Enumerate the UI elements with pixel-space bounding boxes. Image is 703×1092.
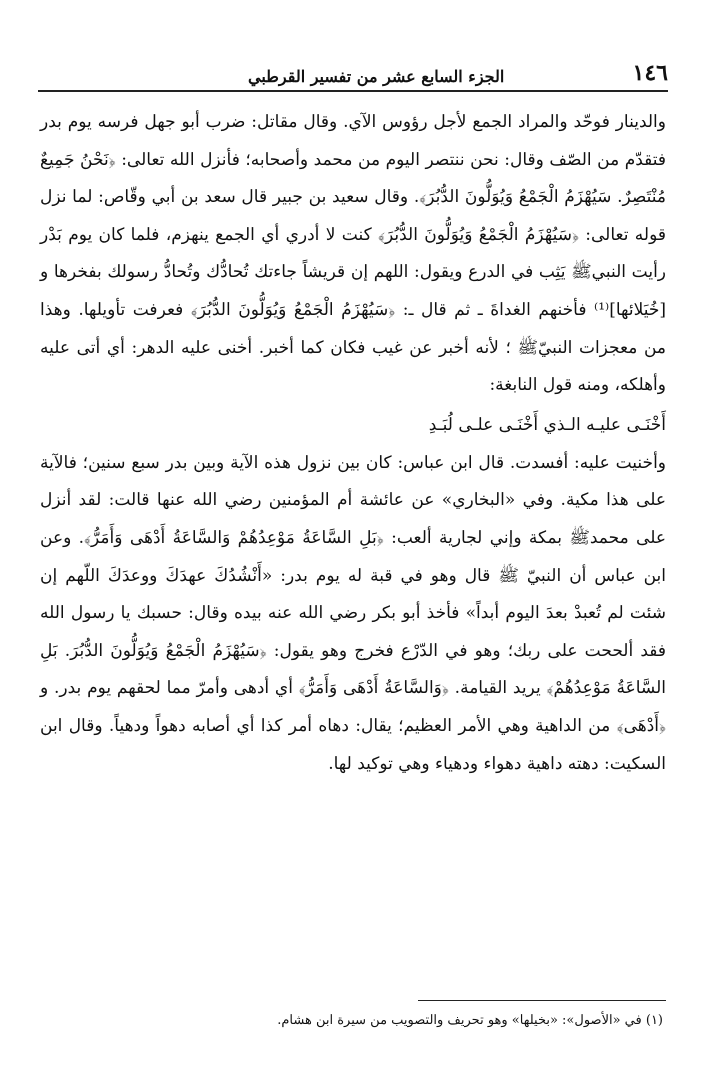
page-number: ١٤٦ xyxy=(632,60,668,86)
paragraph: والدينار فوحّد والمراد الجمع لأجل رؤوس الآي. وقال مقاتل: ضرب أبو جهل فرسه يوم بدر فتقدّم من الصّف وقال: نحن ننتصر اليوم من محمد وأصحابه؛ فأنزل الله تعالى: ﴿نَحْنُ جَمِيعٌ مُنْتَصِرٌ. سَيُهْزَمُ الْجَمْعُ وَيُوَلُّونَ الدُّبُرَ﴾. وقال سعيد بن جبير قال سعد بن أبي وقّاص: لما نزل قوله تعالى: ﴿سَيُهْزَمُ الْجَمْعُ وَيُوَلُّونَ الدُّبُرَ﴾ كنت لا أدري أي الجمع ينهزم، فلما كان يوم بَدْر رأيت النبيﷺ يَثِب في الدرع ويقول: اللهم إن قريشاً جاءتك تُحادُّك وتُحادُّ رسولك بفخرها و [خُيَلائها]⁽¹⁾ فأخنهم الغداةَ ـ ثم قال ـ: ﴿سَيُهْزَمُ الْجَمْعُ وَيُوَلُّونَ الدُّبُرَ﴾ فعرفت تأويلها. وهذا من معجزات النبيّﷺ ؛ لأنه أخبر عن غيب فكان كما أخبر. أخنى عليه الدهر: أي أتى عليه وأهلكه، ومنه قول النابغة: xyxy=(40,112,666,396)
running-title: الجزء السابع عشر من تفسير القرطبي xyxy=(248,67,505,86)
page-header xyxy=(38,58,668,92)
footnote: (١) في «الأصول»: «بخيلها» وهو تحريف والتصويب من سيرة ابن هشام. xyxy=(277,1013,663,1028)
main-text xyxy=(40,104,666,783)
paragraph: وأخنيت عليه: أفسدت. قال ابن عباس: كان بين نزول هذه الآية وبين بدر سبع سنين؛ فالآية على هذا مكية. وفي «البخاري» عن عائشة أم المؤمنين رضي الله عنها قالت: لقد أنزل على محمدﷺ بمكة وإني لجارية ألعب: ﴿بَلِ السَّاعَةُ مَوْعِدُهُمْ وَالسَّاعَةُ أَدْهَى وَأَمَرُّ﴾. وعن ابن عباس أن النبيّ ﷺ قال وهو في قبة له يوم بدر: «أَنْشُدُكَ عهدَكَ ووعدَكَ اللّهم إن شئت لم تُعبدْ بعدَ اليوم أبداً» فأخذ أبو بكر رضي الله عنه بيده وقال: حسبك يا رسول الله فقد ألححت على ربك؛ وهو في الدّرْع فخرج وهو يقول: ﴿سَيُهْزَمُ الْجَمْعُ وَيُوَلُّونَ الدُّبُرَ. بَلِ السَّاعَةُ مَوْعِدُهُمْ﴾ يريد القيامة. ﴿وَالسَّاعَةُ أَدْهَى وَأَمَرُّ﴾ أي أدهى وأمرّ مما لحقهم يوم بدر. و ﴿أَدْهَى﴾ من الداهية وهي الأمر العظيم؛ يقال: دهاه أمر كذا أي أصابه دهواً ودهياً. وقال ابن السكيت: دهته داهية دهواء ودهياء وهي توكيد لها. xyxy=(40,452,666,774)
poetry-verse: أَخْنَـى عليـه الـذي أَخْنَـى علـى لُبَـدِ xyxy=(428,414,666,435)
footnote-divider xyxy=(418,1000,666,1001)
